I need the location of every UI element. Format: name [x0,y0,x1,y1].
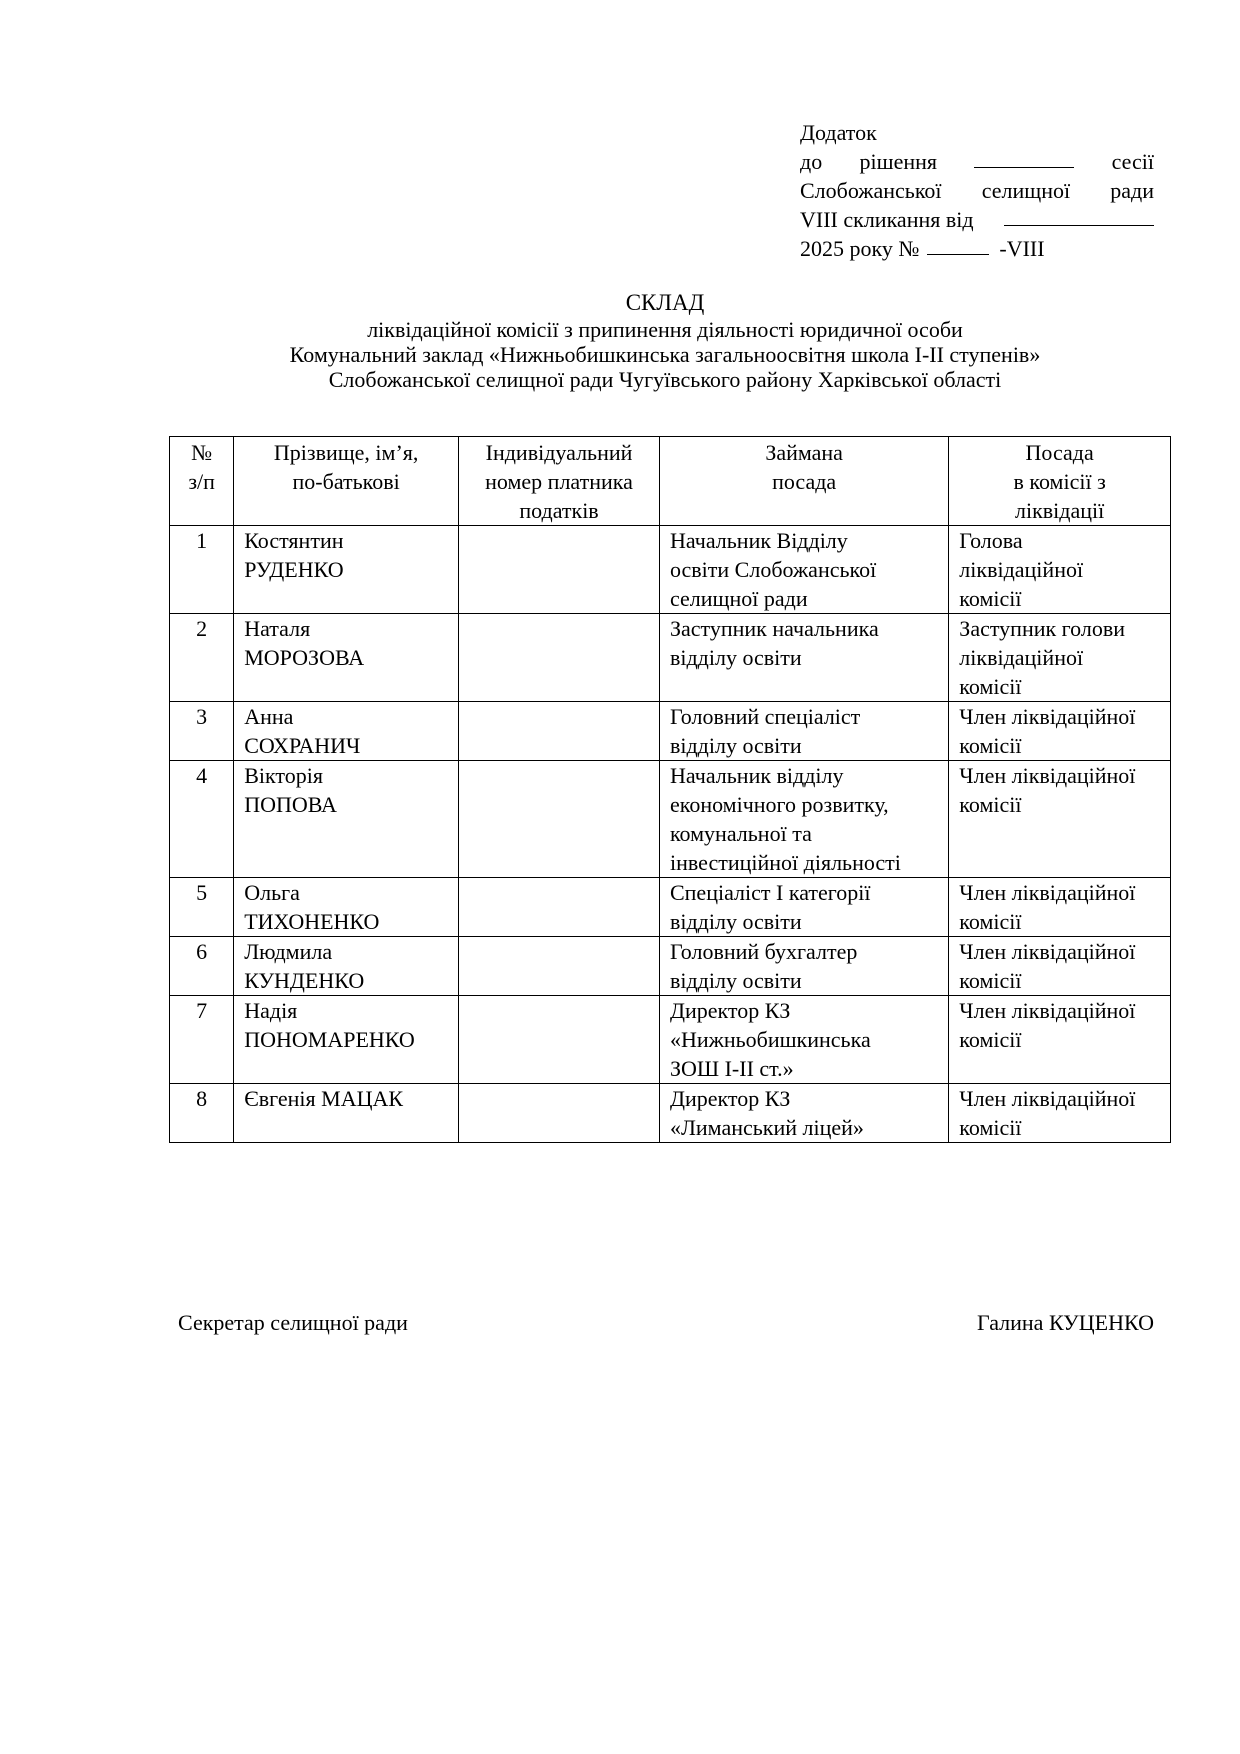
cell-commission-role [949,878,1171,937]
cell-number: 3 [170,702,234,761]
cell-position-line: «Нижньобишкинська [669,1027,871,1052]
cell-commission-role-line: комісії [959,792,1022,817]
cell-tax-number [459,614,660,702]
addendum-text: рішення [859,149,937,174]
header-tax-number [459,437,660,526]
cell-name-line: КУНДЕНКО [244,968,365,993]
cell-commission-role-line: ліквідаційної [959,645,1084,670]
header-text: посада [772,469,837,494]
cell-commission-role-line: комісії [959,1027,1022,1052]
header-text: № [191,440,213,465]
cell-name-line: Наталя [244,616,311,641]
cell-name-line: Надія [244,998,298,1023]
cell-position-line: селищної ради [669,586,808,611]
addendum-text: селищної [981,178,1071,203]
cell-name [234,614,459,702]
header-text: Посада [1025,440,1094,465]
cell-commission-role-line: ліквідаційної [959,557,1084,582]
header-position [659,437,948,526]
addendum-text: Слобожанської [800,178,942,203]
cell-tax-number [459,1084,660,1143]
cell-commission-role-line: комісії [959,586,1022,611]
blank-line [927,234,989,255]
cell-position [659,761,948,878]
cell-commission-role [949,614,1171,702]
addendum-text: до [800,149,823,174]
cell-position-line: інвестиційної діяльності [669,850,901,875]
cell-name-line: РУДЕНКО [244,557,344,582]
cell-position-line: Начальник відділу [669,763,844,788]
cell-commission-role [949,937,1171,996]
cell-commission-role [949,1084,1171,1143]
addendum-text: VIII скликання від [800,207,974,232]
cell-commission-role-line: Член ліквідаційної [959,880,1136,905]
cell-name-line: ТИХОНЕНКО [244,909,380,934]
table-row [170,526,1171,614]
cell-number: 2 [170,614,234,702]
cell-commission-role-line: Член ліквідаційної [959,763,1136,788]
cell-position-line: відділу освіти [669,645,802,670]
cell-position-line: відділу освіти [669,909,802,934]
cell-commission-role-line: комісії [959,674,1022,699]
cell-number: 1 [170,526,234,614]
cell-name [234,878,459,937]
heading-line: Слобожанської селищної ради Чугуївського району Харківської області [328,367,1002,392]
cell-position-line: Спеціаліст І категорії [669,880,871,905]
cell-name-line: СОХРАНИЧ [244,733,361,758]
cell-position [659,1084,948,1143]
cell-commission-role [949,996,1171,1084]
cell-name-line: Людмила [244,939,333,964]
cell-position-line: Начальник Відділу [669,528,848,553]
cell-position-line: відділу освіти [669,733,802,758]
header-text: номер платника [485,469,633,494]
table-row [170,996,1171,1084]
header-text: Займана [765,440,843,465]
cell-name-line: Анна [244,704,294,729]
cell-name [234,702,459,761]
cell-commission-role-line: Член ліквідаційної [959,998,1136,1023]
table-row [170,702,1171,761]
cell-commission-role-line: Член ліквідаційної [959,939,1136,964]
heading-line: ліквідаційної комісії з припинення діяльності юридичної особи [367,317,963,342]
cell-name [234,761,459,878]
cell-tax-number [459,702,660,761]
cell-number: 7 [170,996,234,1084]
addendum-text: ради [1110,178,1154,203]
cell-position [659,702,948,761]
cell-name-line: ПОНОМАРЕНКО [244,1027,415,1052]
header-number [170,437,234,526]
addendum-block [800,118,1154,263]
cell-commission-role-line: Член ліквідаційної [959,704,1136,729]
cell-position [659,614,948,702]
cell-tax-number [459,761,660,878]
cell-name-line: МОРОЗОВА [244,645,365,670]
cell-commission-role-line: комісії [959,968,1022,993]
cell-tax-number [459,937,660,996]
addendum-title: Додаток [800,120,877,145]
secretary-name: Галина КУЦЕНКО [977,1310,1154,1335]
addendum-text: 2025 року № [800,236,920,261]
cell-position-line: ЗОШ І-ІІ ст.» [669,1056,794,1081]
heading-line: Комунальний заклад «Нижньобишкинська загальноосвітня школа І-ІІ ступенів» [289,342,1041,367]
cell-number: 5 [170,878,234,937]
cell-position-line: «Лиманський ліцей» [669,1115,864,1140]
cell-position [659,878,948,937]
addendum-text: -VIII [999,236,1045,261]
cell-position [659,996,948,1084]
cell-commission-role-line: Заступник голови [959,616,1126,641]
cell-number: 4 [170,761,234,878]
table-body [170,526,1171,1143]
table-row [170,878,1171,937]
header-text: Індивідуальний [485,440,633,465]
blank-line [1004,205,1154,226]
commission-table [169,436,1171,1143]
header-text: в комісії з [1013,469,1106,494]
cell-position-line: Заступник начальника [669,616,879,641]
cell-commission-role [949,761,1171,878]
cell-name [234,526,459,614]
addendum-text: сесії [1111,149,1154,174]
table-row [170,761,1171,878]
header-text: ліквідації [1015,498,1105,523]
cell-name-line: Ольга [244,880,300,905]
blank-line [974,147,1074,168]
document-heading [150,290,1180,392]
cell-position-line: Директор КЗ [669,998,791,1023]
cell-number: 8 [170,1084,234,1143]
cell-tax-number [459,996,660,1084]
cell-tax-number [459,878,660,937]
header-text: з/п [188,469,215,494]
cell-name-line: Вікторія [244,763,323,788]
secretary-label: Секретар селищної ради [178,1310,408,1335]
cell-commission-role-line: комісії [959,909,1022,934]
cell-name [234,937,459,996]
cell-position-line: Головний бухгалтер [669,939,858,964]
cell-commission-role [949,526,1171,614]
table-row [170,1084,1171,1143]
cell-position-line: Директор КЗ [669,1086,791,1111]
cell-name-line: Євгенія МАЦАК [244,1086,404,1111]
cell-position-line: відділу освіти [669,968,802,993]
cell-name [234,1084,459,1143]
cell-tax-number [459,526,660,614]
header-text: податків [519,498,599,523]
cell-position [659,526,948,614]
cell-name [234,996,459,1084]
table-row [170,937,1171,996]
cell-commission-role-line: комісії [959,733,1022,758]
header-name [234,437,459,526]
cell-number: 6 [170,937,234,996]
header-commission-role [949,437,1171,526]
cell-commission-role-line: Голова [959,528,1023,553]
table-row [170,614,1171,702]
cell-position-line: комунальної та [669,821,812,846]
cell-name-line: Костянтин [244,528,344,553]
cell-position [659,937,948,996]
cell-position-line: Головний спеціаліст [669,704,861,729]
cell-name-line: ПОПОВА [244,792,337,817]
cell-commission-role-line: Член ліквідаційної [959,1086,1136,1111]
cell-commission-role [949,702,1171,761]
table-header-row [170,437,1171,526]
document-title: СКЛАД [625,290,705,315]
cell-commission-role-line: комісії [959,1115,1022,1140]
header-text: по-батькові [292,469,400,494]
cell-position-line: економічного розвитку, [669,792,889,817]
header-text: Прізвище, ім’я, [273,440,419,465]
cell-position-line: освіти Слобожанської [669,557,877,582]
